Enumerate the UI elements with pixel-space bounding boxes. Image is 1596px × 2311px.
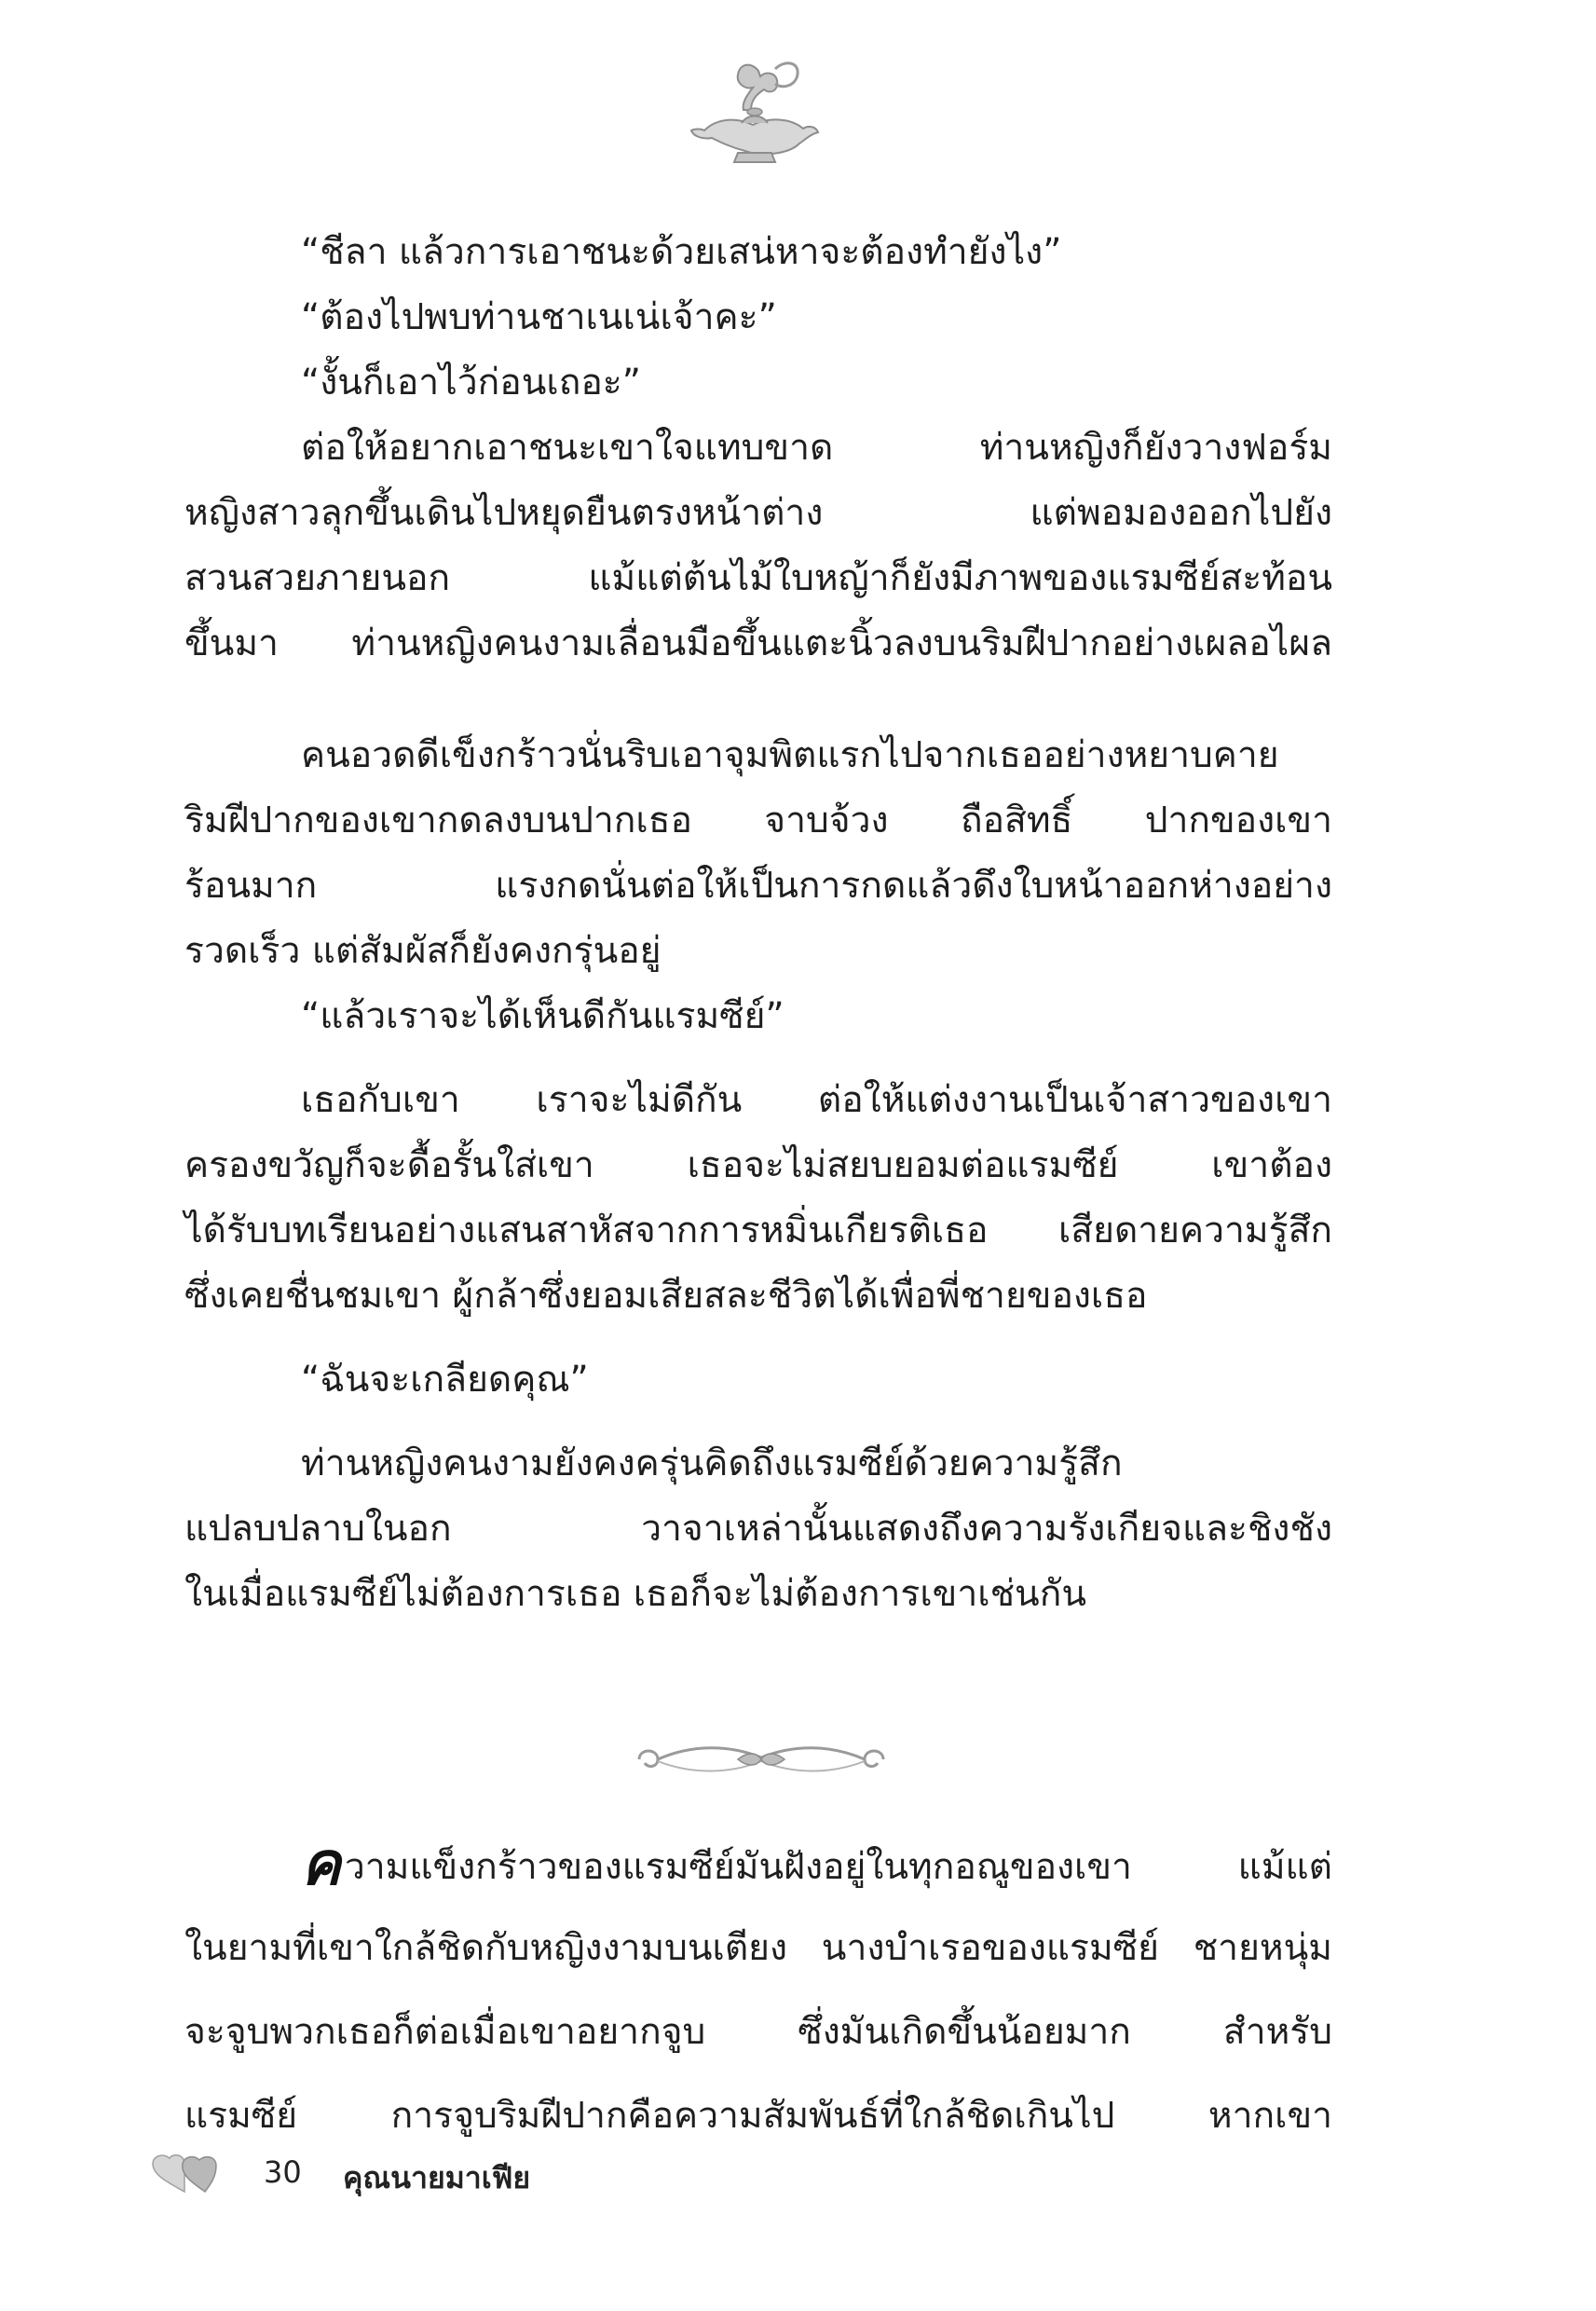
paragraph-line: “ต้องไปพบท่านชาเนเน่เจ้าคะ”: [301, 296, 777, 338]
paragraph-line: ซึ่งเคยชื่นชมเขา ผู้กล้าซึ่งยอมเสียสละชีวิตได้เพื่อพี่ชายของเธอ: [184, 1275, 1148, 1317]
paragraph-line: รวดเร็ว แต่สัมผัสก็ยังคงกรุ่นอยู่: [184, 930, 662, 972]
paragraph-line: ต่อให้อยากเอาชนะเขาใจแทบขาด ท่านหญิงก็ยังวางฟอร์ม: [301, 427, 1332, 469]
paragraph-line: ขึ้นมา ท่านหญิงคนงามเลื่อนมือขึ้นแตะนิ้วลงบนริมฝีปากอย่างเผลอไผล: [184, 622, 1332, 664]
section-first-line: [301, 1829, 1332, 1899]
scroll-divider-icon: [626, 1731, 896, 1787]
paragraph-line: “ฉันจะเกลียดคุณ”: [301, 1359, 589, 1401]
section-first-line-text: วามแข็งกร้าวของแรมซีย์มันฝังอยู่ในทุกอณูของเขา แม้แต่: [344, 1846, 1332, 1888]
paragraph-line: “แล้วเราจะได้เห็นดีกันแรมซีย์”: [301, 995, 784, 1037]
paragraph-line: คนอวดดีเข็งกร้าวนั่นริบเอาจุมพิตแรกไปจากเธออย่างหยาบคาย: [301, 734, 1279, 776]
paragraph-line: ร้อนมาก แรงกดนั่นต่อให้เป็นการกดแล้วดึงใบหน้าออกห่างอย่าง: [184, 865, 1332, 907]
paragraph-line: “งั้นก็เอาไว้ก่อนเถอะ”: [301, 362, 641, 403]
hearts-icon: [140, 2151, 233, 2197]
paragraph-line: สวนสวยภายนอก แม้แต่ต้นไม้ใบหญ้าก็ยังมีภาพของแรมซีย์สะท้อน: [184, 557, 1332, 599]
paragraph-line: หญิงสาวลุกขึ้นเดินไปหยุดยืนตรงหน้าต่าง แต่พอมองออกไปยัง: [184, 492, 1332, 534]
book-title: คุณนายมาเฟีย: [343, 2160, 531, 2195]
paragraph-line: “ชีลา แล้วการเอาชนะด้วยเสน่หาจะต้องทำยังไง”: [301, 231, 1062, 273]
paragraph-line: เธอกับเขา เราจะไม่ดีกัน ต่อให้แต่งงานเป็นเจ้าสาวของเขา: [301, 1079, 1332, 1121]
paragraph-line: ในเมื่อแรมซีย์ไม่ต้องการเธอ เธอก็จะไม่ต้องการเขาเช่นกัน: [184, 1573, 1086, 1615]
paragraph-line: แปลบปลาบในอก วาจาเหล่านั้นแสดงถึงความรังเกียจและชิงชัง: [184, 1508, 1332, 1550]
paragraph-line: ในยามที่เขาใกล้ชิดกับหญิงงามบนเตียง นางบำเรอของแรมซีย์ ชายหนุ่ม: [184, 1927, 1332, 1969]
paragraph-line: ริมฝีปากของเขากดลงบนปากเธอ จาบจ้วง ถือสิทธิ์ ปากของเขา: [184, 800, 1332, 841]
paragraph-line: จะจูบพวกเธอก็ต่อเมื่อเขาอยากจูบ ซึ่งมันเกิดขึ้นน้อยมาก สำหรับ: [184, 2011, 1332, 2053]
paragraph-line: ท่านหญิงคนงามยังคงครุ่นคิดถึงแรมซีย์ด้วยความรู้สึก: [301, 1443, 1123, 1484]
page-number: 30: [264, 2154, 302, 2190]
paragraph-line: ครองขวัญก็จะดื้อรั้นใส่เขา เธอจะไม่สยบยอมต่อแรมซีย์ เขาต้อง: [184, 1144, 1332, 1186]
drop-cap: ค: [301, 1829, 341, 1899]
paragraph-line: ได้รับบทเรียนอย่างแสนสาหัสจากการหมิ่นเกียรติเธอ เสียดายความรู้สึก: [184, 1210, 1332, 1251]
paragraph-line: แรมซีย์ การจูบริมฝีปากคือความสัมพันธ์ที่ใกล้ชิดเกินไป หากเขา: [184, 2095, 1332, 2137]
genie-lamp-emblem-icon: [686, 52, 825, 169]
